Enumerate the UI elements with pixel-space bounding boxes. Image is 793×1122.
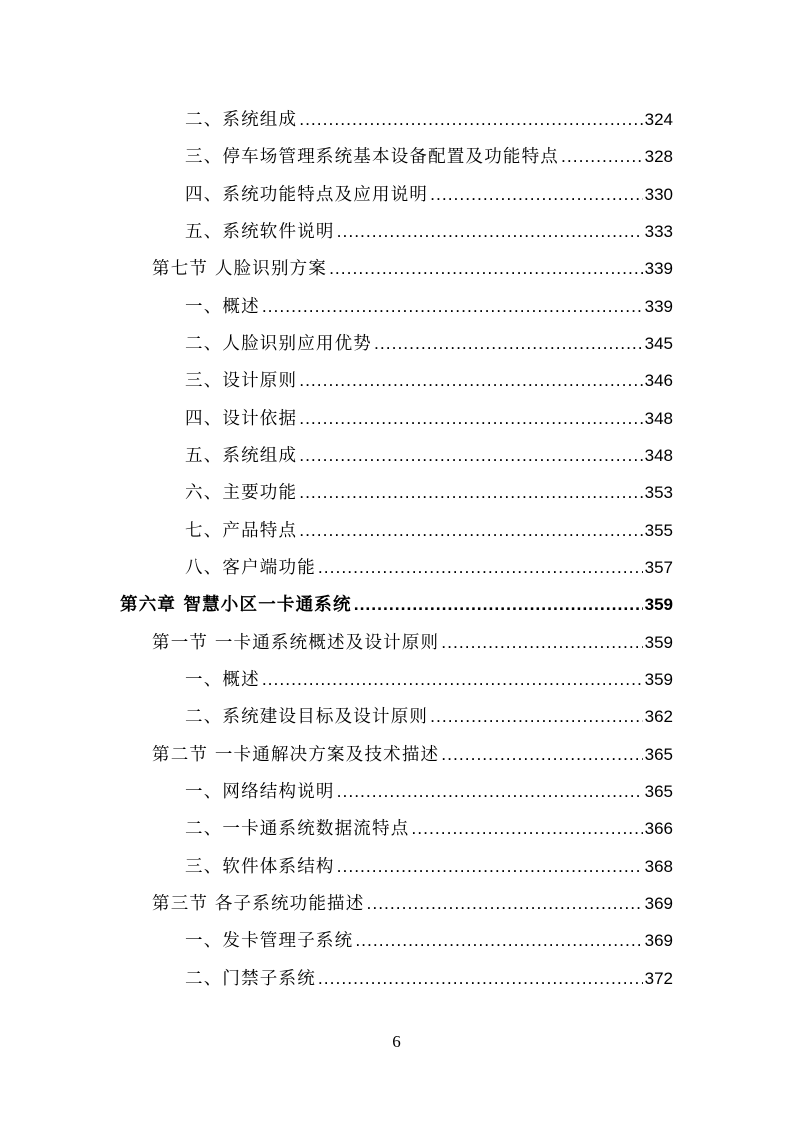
toc-entry-title: 七、产品特点 [185, 521, 298, 541]
toc-entry[interactable] [185, 517, 673, 543]
toc-entry-page: 324 [644, 110, 673, 129]
toc-entry-page: 366 [644, 819, 673, 838]
dot-leader [366, 890, 642, 916]
toc-entry[interactable] [185, 853, 673, 879]
dot-leader [430, 181, 643, 207]
toc-entry-page: 359 [644, 670, 673, 689]
toc-entry-title: 第六章 智慧小区一卡通系统 [120, 595, 352, 615]
toc-entry[interactable] [185, 554, 673, 580]
toc-entry-page: 369 [644, 931, 673, 950]
dot-leader [430, 703, 643, 729]
dot-leader [337, 853, 643, 879]
dot-leader [337, 218, 643, 244]
dot-leader [318, 554, 643, 580]
toc-entry-page: 353 [644, 483, 673, 502]
dot-leader [299, 517, 642, 543]
toc-entry-page: 339 [644, 259, 673, 278]
page-number: 6 [392, 1032, 401, 1051]
dot-leader [299, 106, 642, 132]
dot-leader [299, 405, 642, 431]
toc-entry[interactable] [185, 442, 673, 468]
toc-entry-title: 五、系统软件说明 [185, 222, 335, 242]
toc-entry-page: 345 [644, 334, 673, 353]
toc-entry-title: 六、主要功能 [185, 483, 298, 503]
toc-entry-title: 二、人脸识别应用优势 [185, 334, 372, 354]
dot-leader [355, 927, 642, 953]
dot-leader [441, 741, 642, 767]
toc-entry[interactable] [185, 181, 673, 207]
toc-entry[interactable] [185, 143, 673, 169]
toc-entry-title: 第三节 各子系统功能描述 [152, 894, 365, 914]
dot-leader [441, 629, 642, 655]
dot-leader [318, 965, 643, 991]
toc-entry[interactable] [152, 629, 673, 655]
toc-entry-page: 365 [644, 745, 673, 764]
toc-entry-page: 369 [644, 894, 673, 913]
toc-entry-title: 一、概述 [185, 297, 260, 317]
toc-entry-title: 二、系统组成 [185, 110, 298, 130]
toc-entry[interactable] [185, 293, 673, 319]
toc-entry[interactable] [152, 255, 673, 281]
toc-entry-title: 四、设计依据 [185, 409, 298, 429]
toc-entry-title: 第七节 人脸识别方案 [152, 259, 328, 279]
toc-entry-title: 二、门禁子系统 [185, 969, 316, 989]
toc-entry[interactable] [185, 666, 673, 692]
toc-entry[interactable] [185, 778, 673, 804]
toc-entry-page: 346 [644, 371, 673, 390]
toc-entry-title: 一、网络结构说明 [185, 782, 335, 802]
toc-entry-page: 328 [644, 147, 673, 166]
toc-entry[interactable] [185, 965, 673, 991]
dot-leader [299, 367, 642, 393]
toc-entry-title: 四、系统功能特点及应用说明 [185, 185, 429, 205]
toc-entry-title: 第一节 一卡通系统概述及设计原则 [152, 633, 440, 653]
toc-entry-page: 372 [644, 969, 673, 988]
toc-entry[interactable] [185, 479, 673, 505]
toc-entry-title: 一、概述 [185, 670, 260, 690]
toc-entry-title: 五、系统组成 [185, 446, 298, 466]
toc-entry-page: 355 [644, 521, 673, 540]
toc-entry-page: 357 [644, 558, 673, 577]
toc-entry-page: 362 [644, 707, 673, 726]
toc-entry[interactable] [185, 815, 673, 841]
toc-entry-page: 333 [644, 222, 673, 241]
toc-entry-title: 三、设计原则 [185, 371, 298, 391]
dot-leader [299, 479, 642, 505]
toc-entry[interactable] [152, 741, 673, 767]
toc-entry[interactable] [185, 405, 673, 431]
toc-entry-title: 三、停车场管理系统基本设备配置及功能特点 [185, 147, 559, 167]
toc-entry-page: 348 [644, 409, 673, 428]
toc-entry-title: 第二节 一卡通解决方案及技术描述 [152, 745, 440, 765]
toc-entry-page: 368 [644, 857, 673, 876]
dot-leader [374, 330, 643, 356]
toc-entry-page: 348 [644, 446, 673, 465]
dot-leader [561, 143, 643, 169]
toc-entry[interactable] [185, 367, 673, 393]
toc-entry-page: 365 [644, 782, 673, 801]
dot-leader [354, 591, 643, 617]
toc-entry-title: 二、系统建设目标及设计原则 [185, 707, 429, 727]
toc-entry-page: 359 [644, 633, 673, 652]
toc-entry[interactable] [152, 890, 673, 916]
dot-leader [299, 442, 642, 468]
dot-leader [329, 255, 643, 281]
toc-entry-page: 359 [644, 595, 673, 614]
dot-leader [262, 293, 643, 319]
dot-leader [337, 778, 643, 804]
toc-entry-title: 三、软件体系结构 [185, 857, 335, 877]
toc-entry[interactable] [185, 106, 673, 132]
toc-entry-title: 一、发卡管理子系统 [185, 931, 354, 951]
toc-entry-title: 八、客户端功能 [185, 558, 316, 578]
dot-leader [411, 815, 642, 841]
toc-entry[interactable] [185, 927, 673, 953]
toc-entry-page: 339 [644, 297, 673, 316]
toc-chapter-entry[interactable] [120, 591, 673, 617]
dot-leader [262, 666, 643, 692]
toc-entry-page: 330 [644, 185, 673, 204]
toc-entry-title: 二、一卡通系统数据流特点 [185, 819, 410, 839]
toc-entry[interactable] [185, 218, 673, 244]
toc-entry[interactable] [185, 330, 673, 356]
toc-entry[interactable] [185, 703, 673, 729]
